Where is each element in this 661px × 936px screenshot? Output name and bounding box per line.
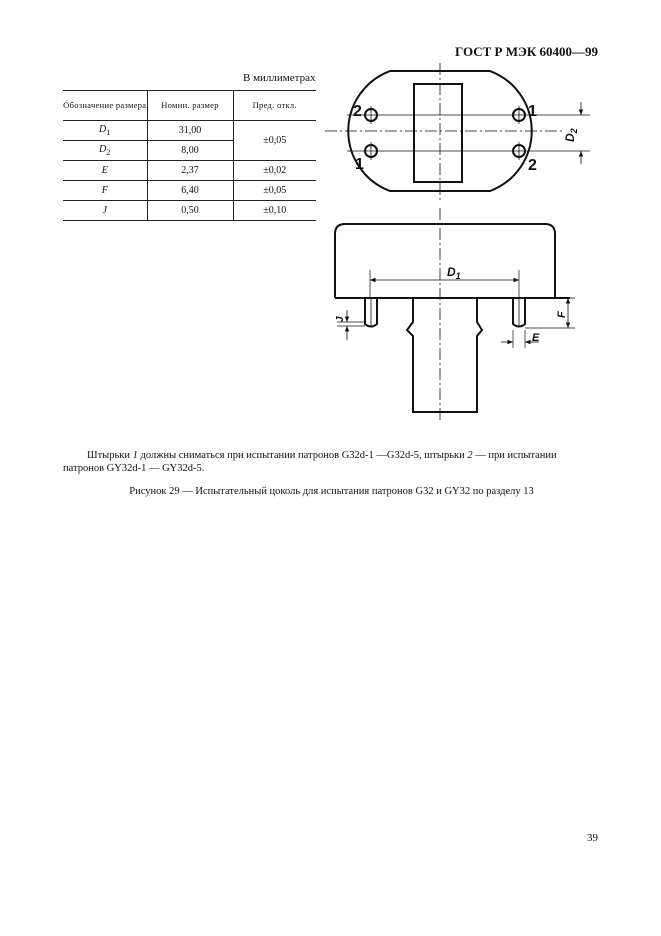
nominal-cell: 31,00 [147, 121, 233, 141]
tolerance-cell: ±0,10 [233, 201, 316, 221]
pin-label: 2 [528, 157, 537, 174]
nominal-cell: 2,37 [147, 161, 233, 181]
designation-cell: F [63, 181, 147, 201]
column-header-designation: Обозначение размера [63, 91, 147, 121]
column-header-nominal: Номин. размер [147, 91, 233, 121]
designation-cell: $D_1$ [63, 121, 147, 141]
designation-cell: E [63, 161, 147, 181]
table-row [63, 181, 316, 201]
table-header-row [63, 91, 316, 121]
document-header: ГОСТ Р МЭК 60400—99 [455, 44, 598, 59]
page-number: 39 [587, 832, 598, 844]
dim-label-e: E [532, 332, 540, 344]
tolerance-cell: ±0,02 [233, 161, 316, 181]
table-row [63, 201, 316, 221]
dim-label-j: J [335, 316, 346, 322]
tolerance-cell: ±0,05 [233, 121, 316, 161]
nominal-cell: 0,50 [147, 201, 233, 221]
side-view [335, 208, 575, 420]
dim-label-f: F [556, 311, 568, 318]
tolerance-cell: ±0,05 [233, 181, 316, 201]
nominal-cell: 8,00 [147, 141, 233, 161]
designation-cell: J [63, 201, 147, 221]
pins-note: Штырьки 1 должны сниматься при испытании патронов G32d-1 —G32d-5, штырьки 2 — при испытании патронов GY32d-1 — GY32d-5. [63, 449, 557, 474]
table-row [63, 161, 316, 181]
dim-label-d1: $D_1$ [447, 265, 461, 281]
table-row [63, 121, 316, 141]
nominal-cell: 6,40 [147, 181, 233, 201]
top-view [325, 63, 590, 200]
pin-label: 1 [528, 103, 537, 120]
dimensions-table [63, 90, 316, 221]
column-header-tolerance: Пред. откл. [233, 91, 316, 121]
pin-label: 1 [355, 156, 364, 173]
test-cap-drawing [325, 60, 600, 420]
dim-label-d2: $D_2$ [563, 128, 579, 142]
figure-caption: Рисунок 29 — Испытательный цоколь для испытания патронов G32 и GY32 по разделу 13 [129, 486, 534, 497]
designation-cell: $D_2$ [63, 141, 147, 161]
units-note: В миллиметрах [243, 72, 316, 84]
pin-label: 2 [353, 103, 362, 120]
